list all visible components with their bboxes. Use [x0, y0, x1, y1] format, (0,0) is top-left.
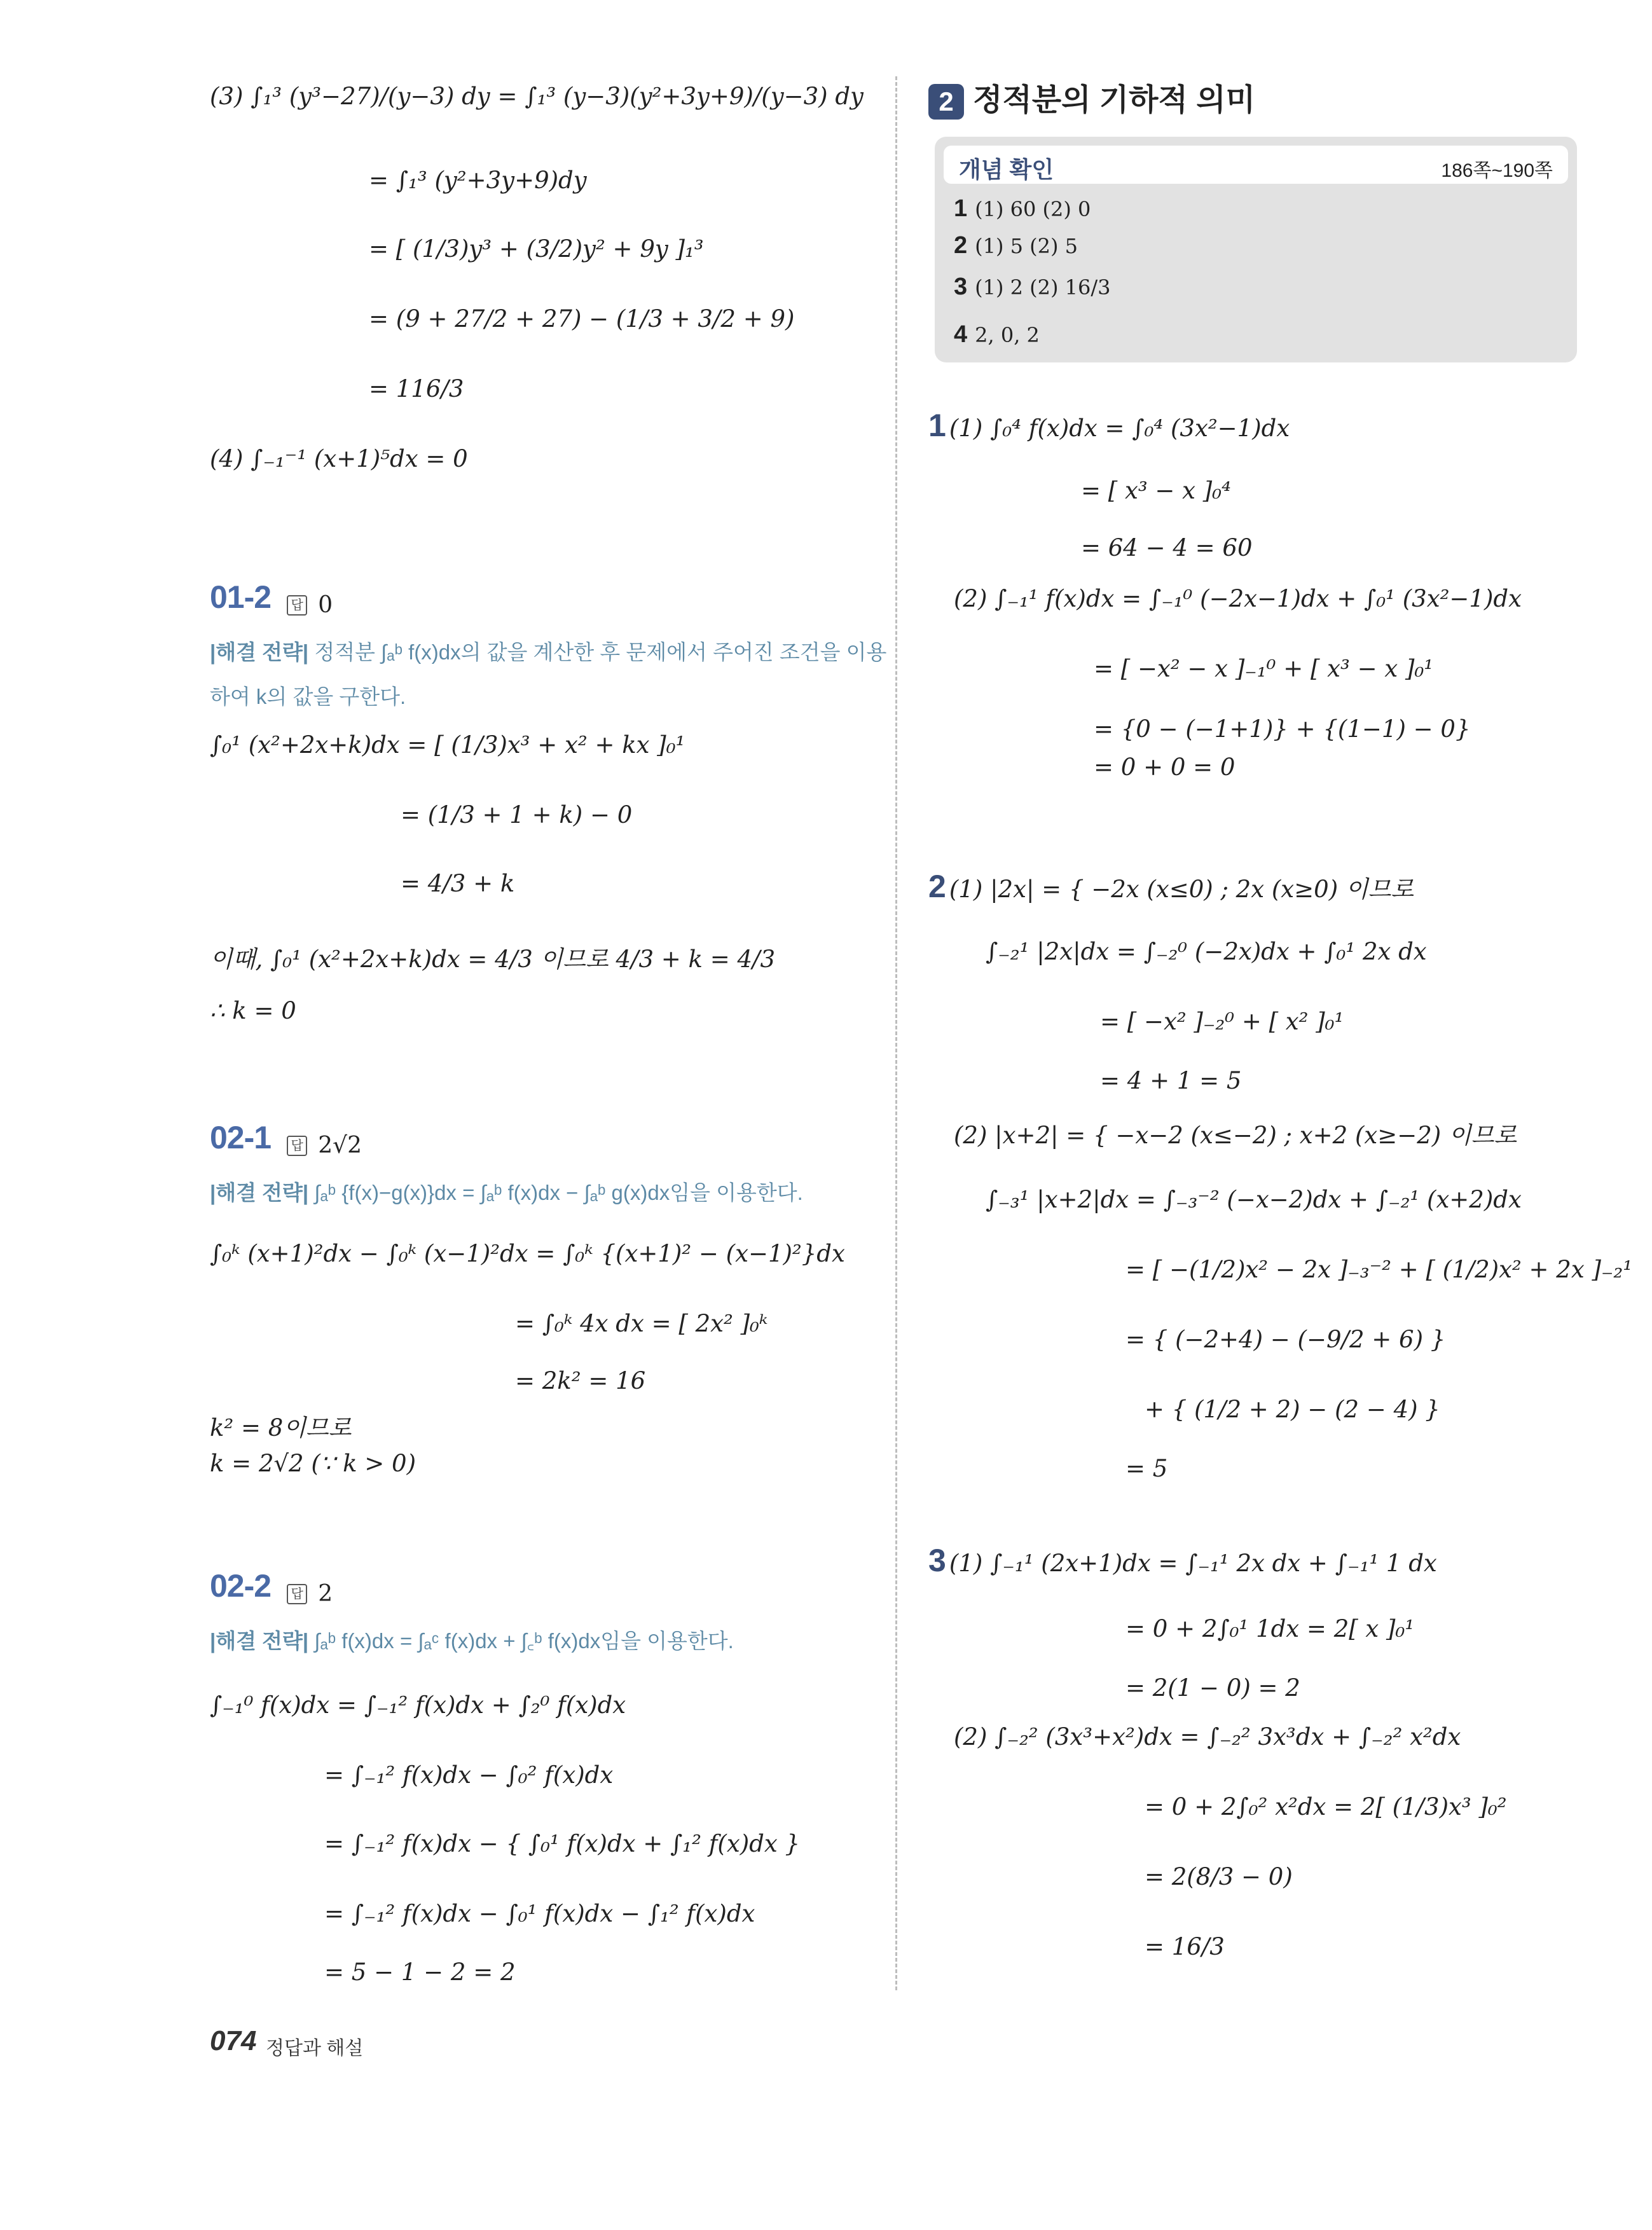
- p021-line5: k = 2√2 (∵ k > 0): [210, 1450, 416, 1477]
- problem-number: 3: [928, 1543, 946, 1578]
- concept-line-2: [954, 232, 1078, 259]
- q3-line7: = 16/3: [1145, 1933, 1225, 1960]
- q2-line7: = [ −(1/2)x² − 2x ]₋₃⁻² + [ (1/2)x² + 2x ]₋₂¹: [1125, 1256, 1633, 1283]
- p012-line1: ∫₀¹ (x²+2x+k)dx = [ (1/3)x³ + x² + kx ]₀¹: [210, 731, 685, 759]
- left-block3-line4: = (9 + 27/2 + 27) − (1/3 + 3/2 + 9): [369, 305, 795, 333]
- section-title: 정적분의 기하적 의미: [973, 83, 1255, 117]
- p022-line3: = ∫₋₁² f(x)dx − { ∫₀¹ f(x)dx + ∫₁² f(x)dx }: [324, 1830, 801, 1857]
- concept-check-label: 개념 확인: [959, 156, 1054, 182]
- answer-value: 0: [318, 592, 333, 618]
- problem-01-2-header: [210, 579, 333, 618]
- q2-line6: ∫₋₃¹ |x+2|dx = ∫₋₃⁻² (−x−2)dx + ∫₋₂¹ (x+2)dx: [986, 1186, 1522, 1213]
- answer-badge-icon: 답: [287, 1584, 307, 1604]
- concept-num: 2: [954, 232, 968, 259]
- problem-02-1-header: [210, 1119, 362, 1159]
- equation: (1) ∫₀⁴ f(x)dx = ∫₀⁴ (3x²−1)dx: [949, 415, 1290, 442]
- q3-line1: [928, 1542, 1437, 1579]
- q3-line5: = 0 + 2∫₀² x²dx = 2[ (1/3)x³ ]₀²: [1145, 1793, 1507, 1820]
- q1-line1: [928, 407, 1290, 444]
- concept-answer: 2, 0, 2: [975, 323, 1040, 347]
- problem-02-2-strategy: [210, 1625, 734, 1655]
- concept-line-3: [954, 273, 1111, 301]
- p012-line5: ∴ k = 0: [210, 997, 296, 1024]
- p012-line2: = (1/3 + 1 + k) − 0: [401, 801, 633, 829]
- q1-line6: = {0 − (−1+1)} + {(1−1) − 0}: [1094, 715, 1471, 743]
- concept-check-pages: 186쪽~190쪽: [1441, 160, 1553, 181]
- strategy-tag: |해결 전략|: [210, 1181, 309, 1204]
- q1-line3: = 64 − 4 = 60: [1081, 534, 1253, 561]
- strategy-text: ∫ₐᵇ {f(x)−g(x)}dx = ∫ₐᵇ f(x)dx − ∫ₐᵇ g(x)dx임을 이용한다.: [314, 1181, 803, 1204]
- concept-answer: (1) 5 (2) 5: [975, 234, 1078, 258]
- p012-line4: 이때, ∫₀¹ (x²+2x+k)dx = 4/3 이므로 4/3 + k = 4/3: [210, 946, 776, 973]
- q3-line3: = 2(1 − 0) = 2: [1125, 1674, 1300, 1702]
- concept-check-header: [944, 146, 1568, 184]
- q2-line5: (2) |x+2| = { −x−2 (x≤−2) ; x+2 (x≥−2) 이므로: [954, 1122, 1517, 1149]
- problem-number: 2: [928, 869, 946, 904]
- q3-line2: = 0 + 2∫₀¹ 1dx = 2[ x ]₀¹: [1125, 1615, 1415, 1642]
- section-heading: [928, 75, 1255, 120]
- concept-num: 3: [954, 273, 968, 300]
- strategy-text: 정적분 ∫ₐᵇ f(x)dx의 값을 계산한 후 문제에서 주어진 조건을 이용: [314, 640, 887, 664]
- column-divider: [895, 76, 897, 1990]
- q1-line4: (2) ∫₋₁¹ f(x)dx = ∫₋₁⁰ (−2x−1)dx + ∫₀¹ (3x²−1)dx: [954, 585, 1522, 612]
- p012-line3: = 4/3 + k: [401, 870, 515, 897]
- q2-line3: = [ −x² ]₋₂⁰ + [ x² ]₀¹: [1100, 1008, 1344, 1035]
- problem-code: 02-1: [210, 1120, 272, 1155]
- answer-value: 2√2: [318, 1132, 362, 1159]
- p022-line1: ∫₋₁⁰ f(x)dx = ∫₋₁² f(x)dx + ∫₂⁰ f(x)dx: [210, 1691, 626, 1719]
- problem-02-1-strategy: [210, 1176, 803, 1206]
- concept-line-4: [954, 321, 1040, 348]
- problem-01-2-strategy-cont: 하여 k의 값을 구한다.: [210, 685, 406, 708]
- answer-badge-icon: 답: [287, 1136, 307, 1156]
- equation: (1) |2x| = { −2x (x≤0) ; 2x (x≥0) 이므로: [949, 876, 1414, 903]
- left-block3-line5: = 116/3: [369, 375, 464, 403]
- concept-answer: (1) 2 (2) 16/3: [975, 275, 1111, 299]
- p022-line2: = ∫₋₁² f(x)dx − ∫₀² f(x)dx: [324, 1761, 614, 1789]
- p021-line1: ∫₀ᵏ (x+1)²dx − ∫₀ᵏ (x−1)²dx = ∫₀ᵏ {(x+1)² − (x−1)²}dx: [210, 1240, 845, 1267]
- concept-answer: (1) 60 (2) 0: [975, 197, 1091, 221]
- q2-line1: [928, 868, 1414, 905]
- equation: (1) ∫₋₁¹ (2x+1)dx = ∫₋₁¹ 2x dx + ∫₋₁¹ 1 dx: [949, 1550, 1437, 1577]
- problem-02-2-header: [210, 1567, 333, 1607]
- page-number: 074: [210, 2025, 257, 2056]
- p022-line5: = 5 − 1 − 2 = 2: [324, 1958, 516, 1986]
- section-number: 2: [928, 84, 964, 120]
- left-block3-line1: (3) ∫₁³ (y³−27)/(y−3) dy = ∫₁³ (y−3)(y²+3y+9)/(y−3) dy: [210, 83, 864, 110]
- q2-line2: ∫₋₂¹ |2x|dx = ∫₋₂⁰ (−2x)dx + ∫₀¹ 2x dx: [986, 938, 1427, 965]
- concept-check-box: [935, 137, 1577, 362]
- concept-num: 4: [954, 321, 968, 348]
- concept-num: 1: [954, 195, 968, 222]
- concept-line-1: [954, 195, 1091, 223]
- q1-line2: = [ x³ − x ]₀⁴: [1081, 477, 1231, 504]
- q2-line4: = 4 + 1 = 5: [1100, 1067, 1242, 1094]
- answer-value: 2: [318, 1581, 333, 1607]
- q3-line6: = 2(8/3 − 0): [1145, 1863, 1293, 1890]
- left-block3-line2: = ∫₁³ (y²+3y+9)dy: [369, 167, 587, 194]
- p022-line4: = ∫₋₁² f(x)dx − ∫₀¹ f(x)dx − ∫₁² f(x)dx: [324, 1900, 755, 1927]
- footer-label: 정답과 해설: [266, 2038, 364, 2059]
- q2-line8: = { (−2+4) − (−9/2 + 6) }: [1125, 1326, 1446, 1353]
- q2-line9: + { (1/2 + 2) − (2 − 4) }: [1145, 1396, 1440, 1423]
- problem-01-2-strategy: [210, 636, 886, 666]
- p021-line2: = ∫₀ᵏ 4x dx = [ 2x² ]₀ᵏ: [515, 1310, 768, 1337]
- left-block3-line3: = [ (1/3)y³ + (3/2)y² + 9y ]₁³: [369, 235, 704, 263]
- p021-line3: = 2k² = 16: [515, 1367, 646, 1394]
- q2-line10: = 5: [1125, 1455, 1168, 1482]
- left-block3-line6: (4) ∫₋₁⁻¹ (x+1)⁵dx = 0: [210, 445, 468, 472]
- strategy-text: ∫ₐᵇ f(x)dx = ∫ₐᶜ f(x)dx + ∫꜀ᵇ f(x)dx임을 이용한다.: [314, 1629, 734, 1653]
- q1-line5: = [ −x² − x ]₋₁⁰ + [ x³ − x ]₀¹: [1094, 655, 1434, 682]
- p021-line4: k² = 8이므로: [210, 1414, 352, 1442]
- strategy-tag: |해결 전략|: [210, 640, 309, 664]
- q3-line4: (2) ∫₋₂² (3x³+x²)dx = ∫₋₂² 3x³dx + ∫₋₂² x²dx: [954, 1723, 1461, 1751]
- problem-code: 02-2: [210, 1568, 272, 1604]
- problem-code: 01-2: [210, 579, 272, 615]
- problem-number: 1: [928, 408, 946, 443]
- q1-line7: = 0 + 0 = 0: [1094, 754, 1236, 781]
- strategy-tag: |해결 전략|: [210, 1629, 309, 1653]
- answer-badge-icon: 답: [287, 595, 307, 616]
